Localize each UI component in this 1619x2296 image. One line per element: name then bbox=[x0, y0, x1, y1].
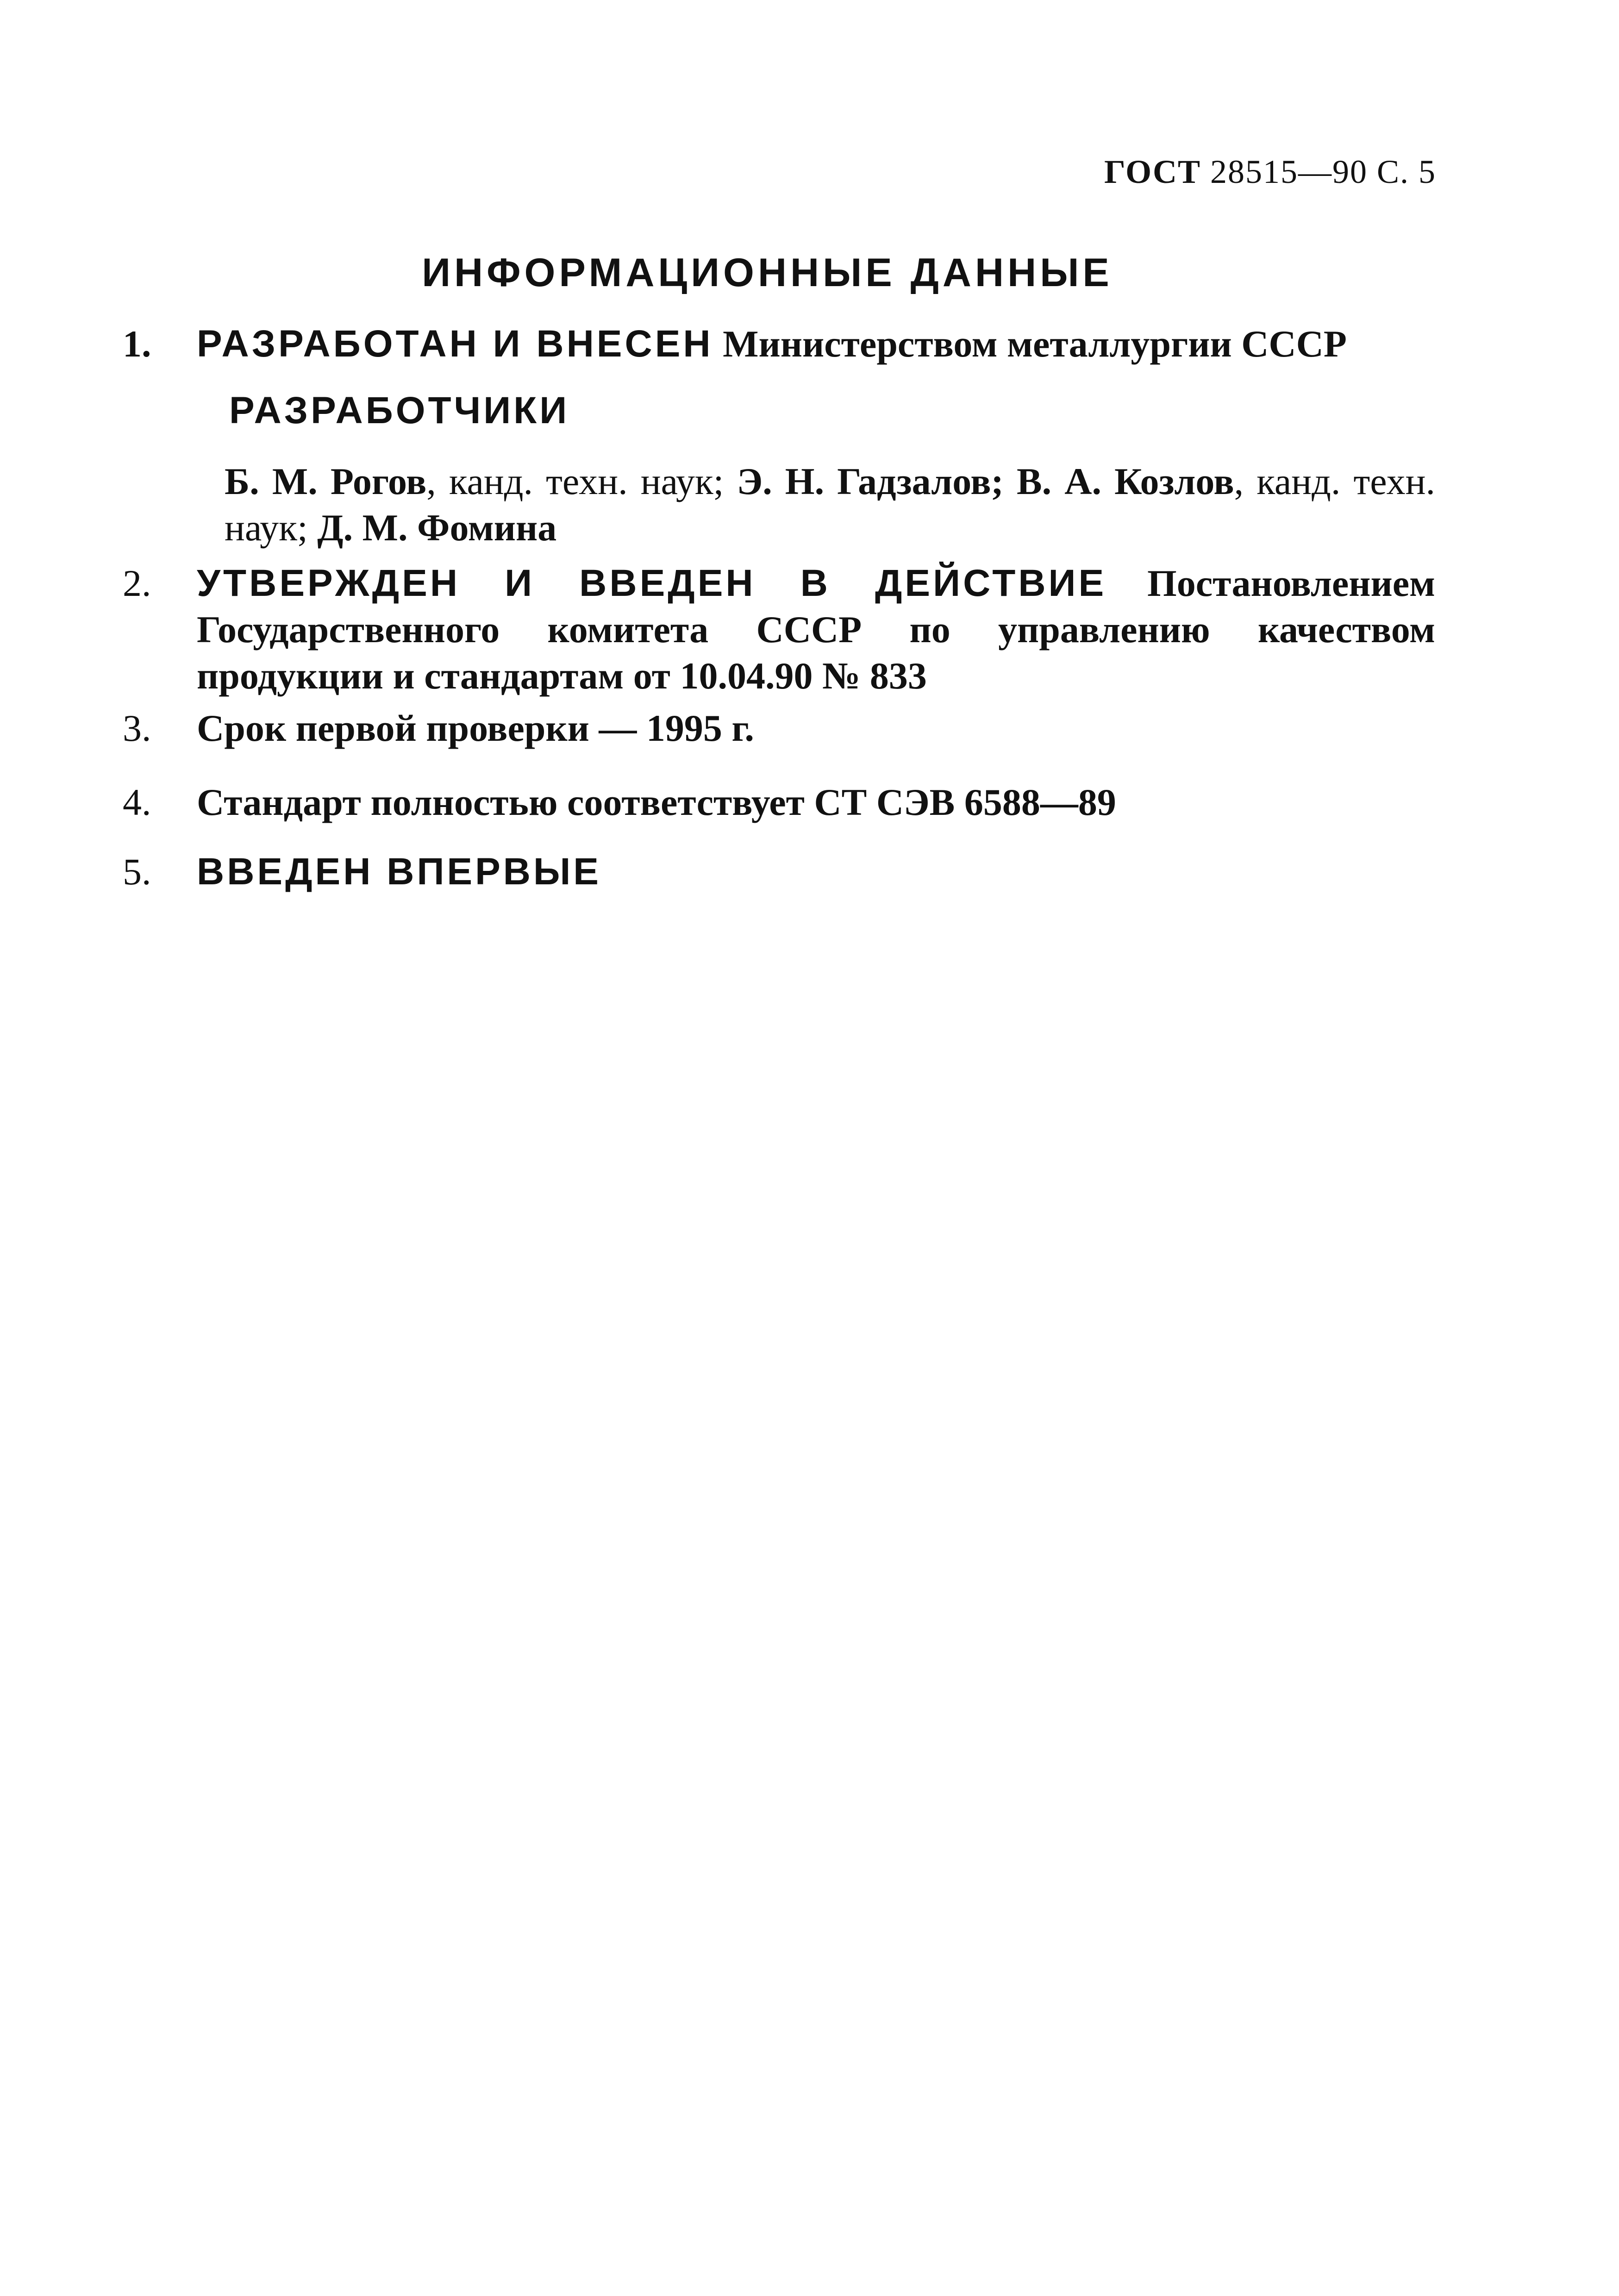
developers-list bbox=[225, 458, 1435, 551]
header-standard-number: 28515—90 bbox=[1210, 153, 1368, 190]
item-heading: ВВЕДЕН ВПЕРВЫЕ bbox=[197, 851, 601, 893]
item-number: 5. bbox=[123, 851, 151, 893]
info-item-1 bbox=[123, 319, 1435, 369]
item-text: Стандарт полностью соответствует СТ СЭВ 6588—89 bbox=[197, 781, 1116, 823]
developer-name: Э. Н. Гадзалов; bbox=[737, 460, 1017, 502]
item-number: 1. bbox=[123, 323, 151, 365]
info-item-4 bbox=[123, 778, 1435, 827]
document-title: ИНФОРМАЦИОННЫЕ ДАННЫЕ bbox=[422, 250, 1113, 295]
item-number: 2. bbox=[123, 562, 151, 604]
info-item-2 bbox=[123, 560, 1435, 699]
page-header bbox=[1104, 153, 1436, 191]
info-item-3 bbox=[123, 704, 1435, 753]
item-heading: УТВЕРЖДЕН И ВВЕДЕН В ДЕЙСТВИЕ bbox=[197, 562, 1107, 604]
header-page-number: С. 5 bbox=[1376, 153, 1436, 190]
item-number: 4. bbox=[123, 781, 151, 823]
info-item-5 bbox=[123, 847, 1435, 896]
item-number: 3. bbox=[123, 707, 151, 749]
developers-label: РАЗРАБОТЧИКИ bbox=[229, 389, 570, 432]
item-text: Министерством металлургии СССР bbox=[713, 323, 1347, 365]
developer-name: Б. М. Рогов bbox=[225, 460, 427, 502]
developer-degree: , канд. техн. наук; bbox=[426, 460, 737, 502]
item-text: Постановлением Государственного комитета СССР по управлению качеством продукции и стандартам от 10.04.90 № 833 bbox=[197, 562, 1435, 697]
developer-name: В. А. Козлов bbox=[1016, 460, 1234, 502]
item-text: Срок первой проверки — 1995 г. bbox=[197, 707, 754, 749]
item-heading: РАЗРАБОТАН И ВНЕСЕН bbox=[197, 323, 713, 365]
header-gost: ГОСТ bbox=[1104, 153, 1201, 190]
developer-degree: , канд. техн. наук; bbox=[225, 460, 1435, 549]
developer-name: Д. М. Фомина bbox=[317, 507, 557, 549]
